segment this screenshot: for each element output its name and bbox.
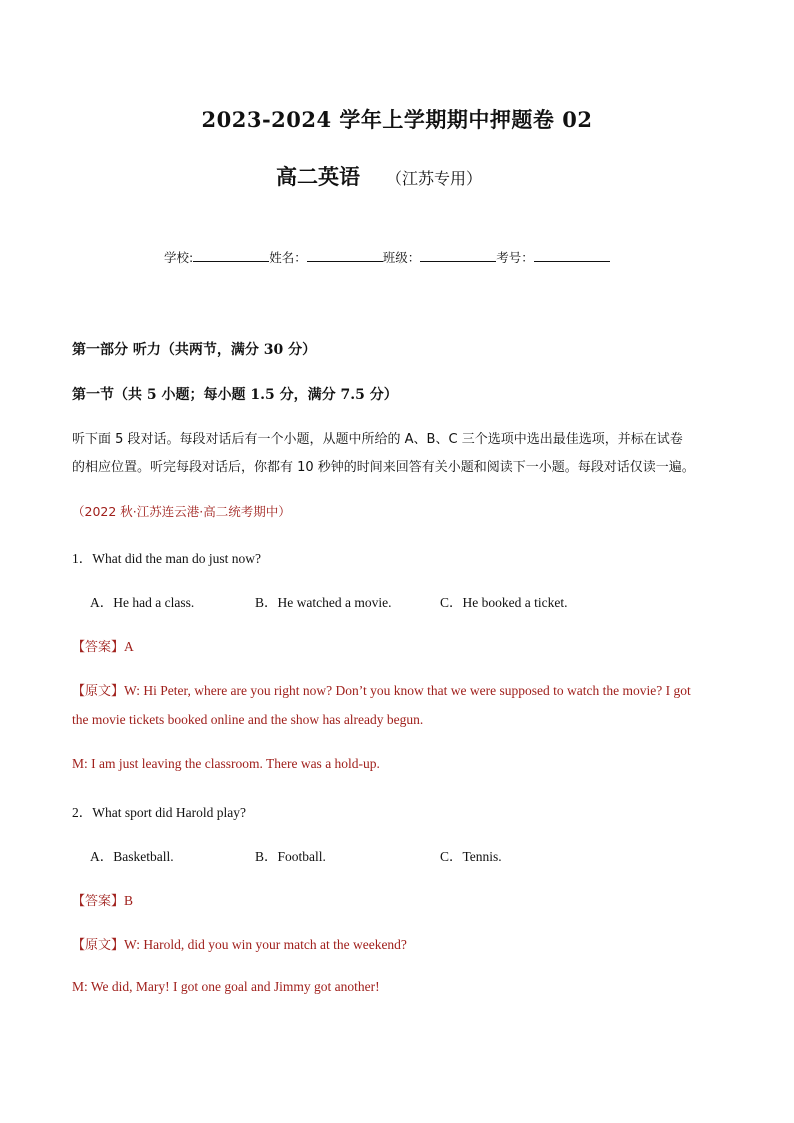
page-title: 2023-2024 学年上学期期中押题卷 02 xyxy=(201,107,593,132)
subject-title: 高二英语 xyxy=(276,164,360,189)
class-label: 班级： xyxy=(382,250,421,265)
question-1: 1．What did the man do just now? xyxy=(72,551,261,566)
student-info-line xyxy=(164,248,610,266)
exam-number-label: 考号： xyxy=(496,250,534,265)
q1-transcript-line-2: the movie tickets booked online and the show has already begun. xyxy=(72,712,424,727)
edition-note: （江苏专用） xyxy=(386,169,483,188)
exam-number-blank xyxy=(534,249,610,262)
q2-option-c: C．Tennis. xyxy=(440,849,502,864)
q1-option-b: B．He watched a movie. xyxy=(255,595,392,610)
q1-option-c: C．He booked a ticket. xyxy=(440,595,568,610)
answer-value: B xyxy=(124,893,134,908)
answer-label: 【答案】 xyxy=(72,640,125,655)
q2-option-b: B．Football. xyxy=(255,849,326,864)
name-blank xyxy=(307,249,383,262)
q2-option-a: A．Basketball. xyxy=(90,849,174,864)
class-blank xyxy=(420,249,496,262)
instruction-line-1: 听下面 5 段对话。每段对话后有一个小题，从题中所给的 A、B、C 三个选项中选出最佳选项，并标在试卷 xyxy=(72,432,683,447)
answer-label: 【答案】 xyxy=(72,894,125,909)
q1-option-a: A．He had a class. xyxy=(90,595,195,610)
transcript-label: 【原文】 xyxy=(72,684,125,699)
question-2: 2．What sport did Harold play? xyxy=(72,805,246,820)
subtitle xyxy=(276,161,482,191)
q1-transcript-line-1 xyxy=(72,680,691,699)
transcript-label: 【原文】 xyxy=(72,938,125,953)
answer-value: A xyxy=(124,639,134,654)
school-blank xyxy=(193,249,269,262)
transcript-text: W: Harold, did you win your match at the weekend? xyxy=(124,937,407,952)
q2-transcript-line-2: M: We did, Mary! I got one goal and Jimmy got another! xyxy=(72,979,380,994)
instruction-line-2: 的相应位置。听完每段对话后，你都有 10 秒钟的时间来回答有关小题和阅读下一小题。每段对话仅读一遍。 xyxy=(72,460,695,475)
school-label: 学校: xyxy=(164,250,194,265)
q1-transcript-line-3: M: I am just leaving the classroom. There was a hold-up. xyxy=(72,756,380,771)
part1-heading: 第一部分 听力（共两节，满分 30 分） xyxy=(72,342,317,358)
q2-transcript-line-1 xyxy=(72,934,407,953)
name-label: 姓名： xyxy=(269,250,307,265)
source-note: （2022 秋·江苏连云港·高二统考期中） xyxy=(72,504,291,519)
section1-heading: 第一节（共 5 小题；每小题 1.5 分，满分 7.5 分） xyxy=(72,387,398,403)
q1-answer xyxy=(72,636,134,655)
q2-answer xyxy=(72,890,133,909)
transcript-text: W: Hi Peter, where are you right now? Don’t you know that we were supposed to watch the movie? I got xyxy=(124,683,691,698)
